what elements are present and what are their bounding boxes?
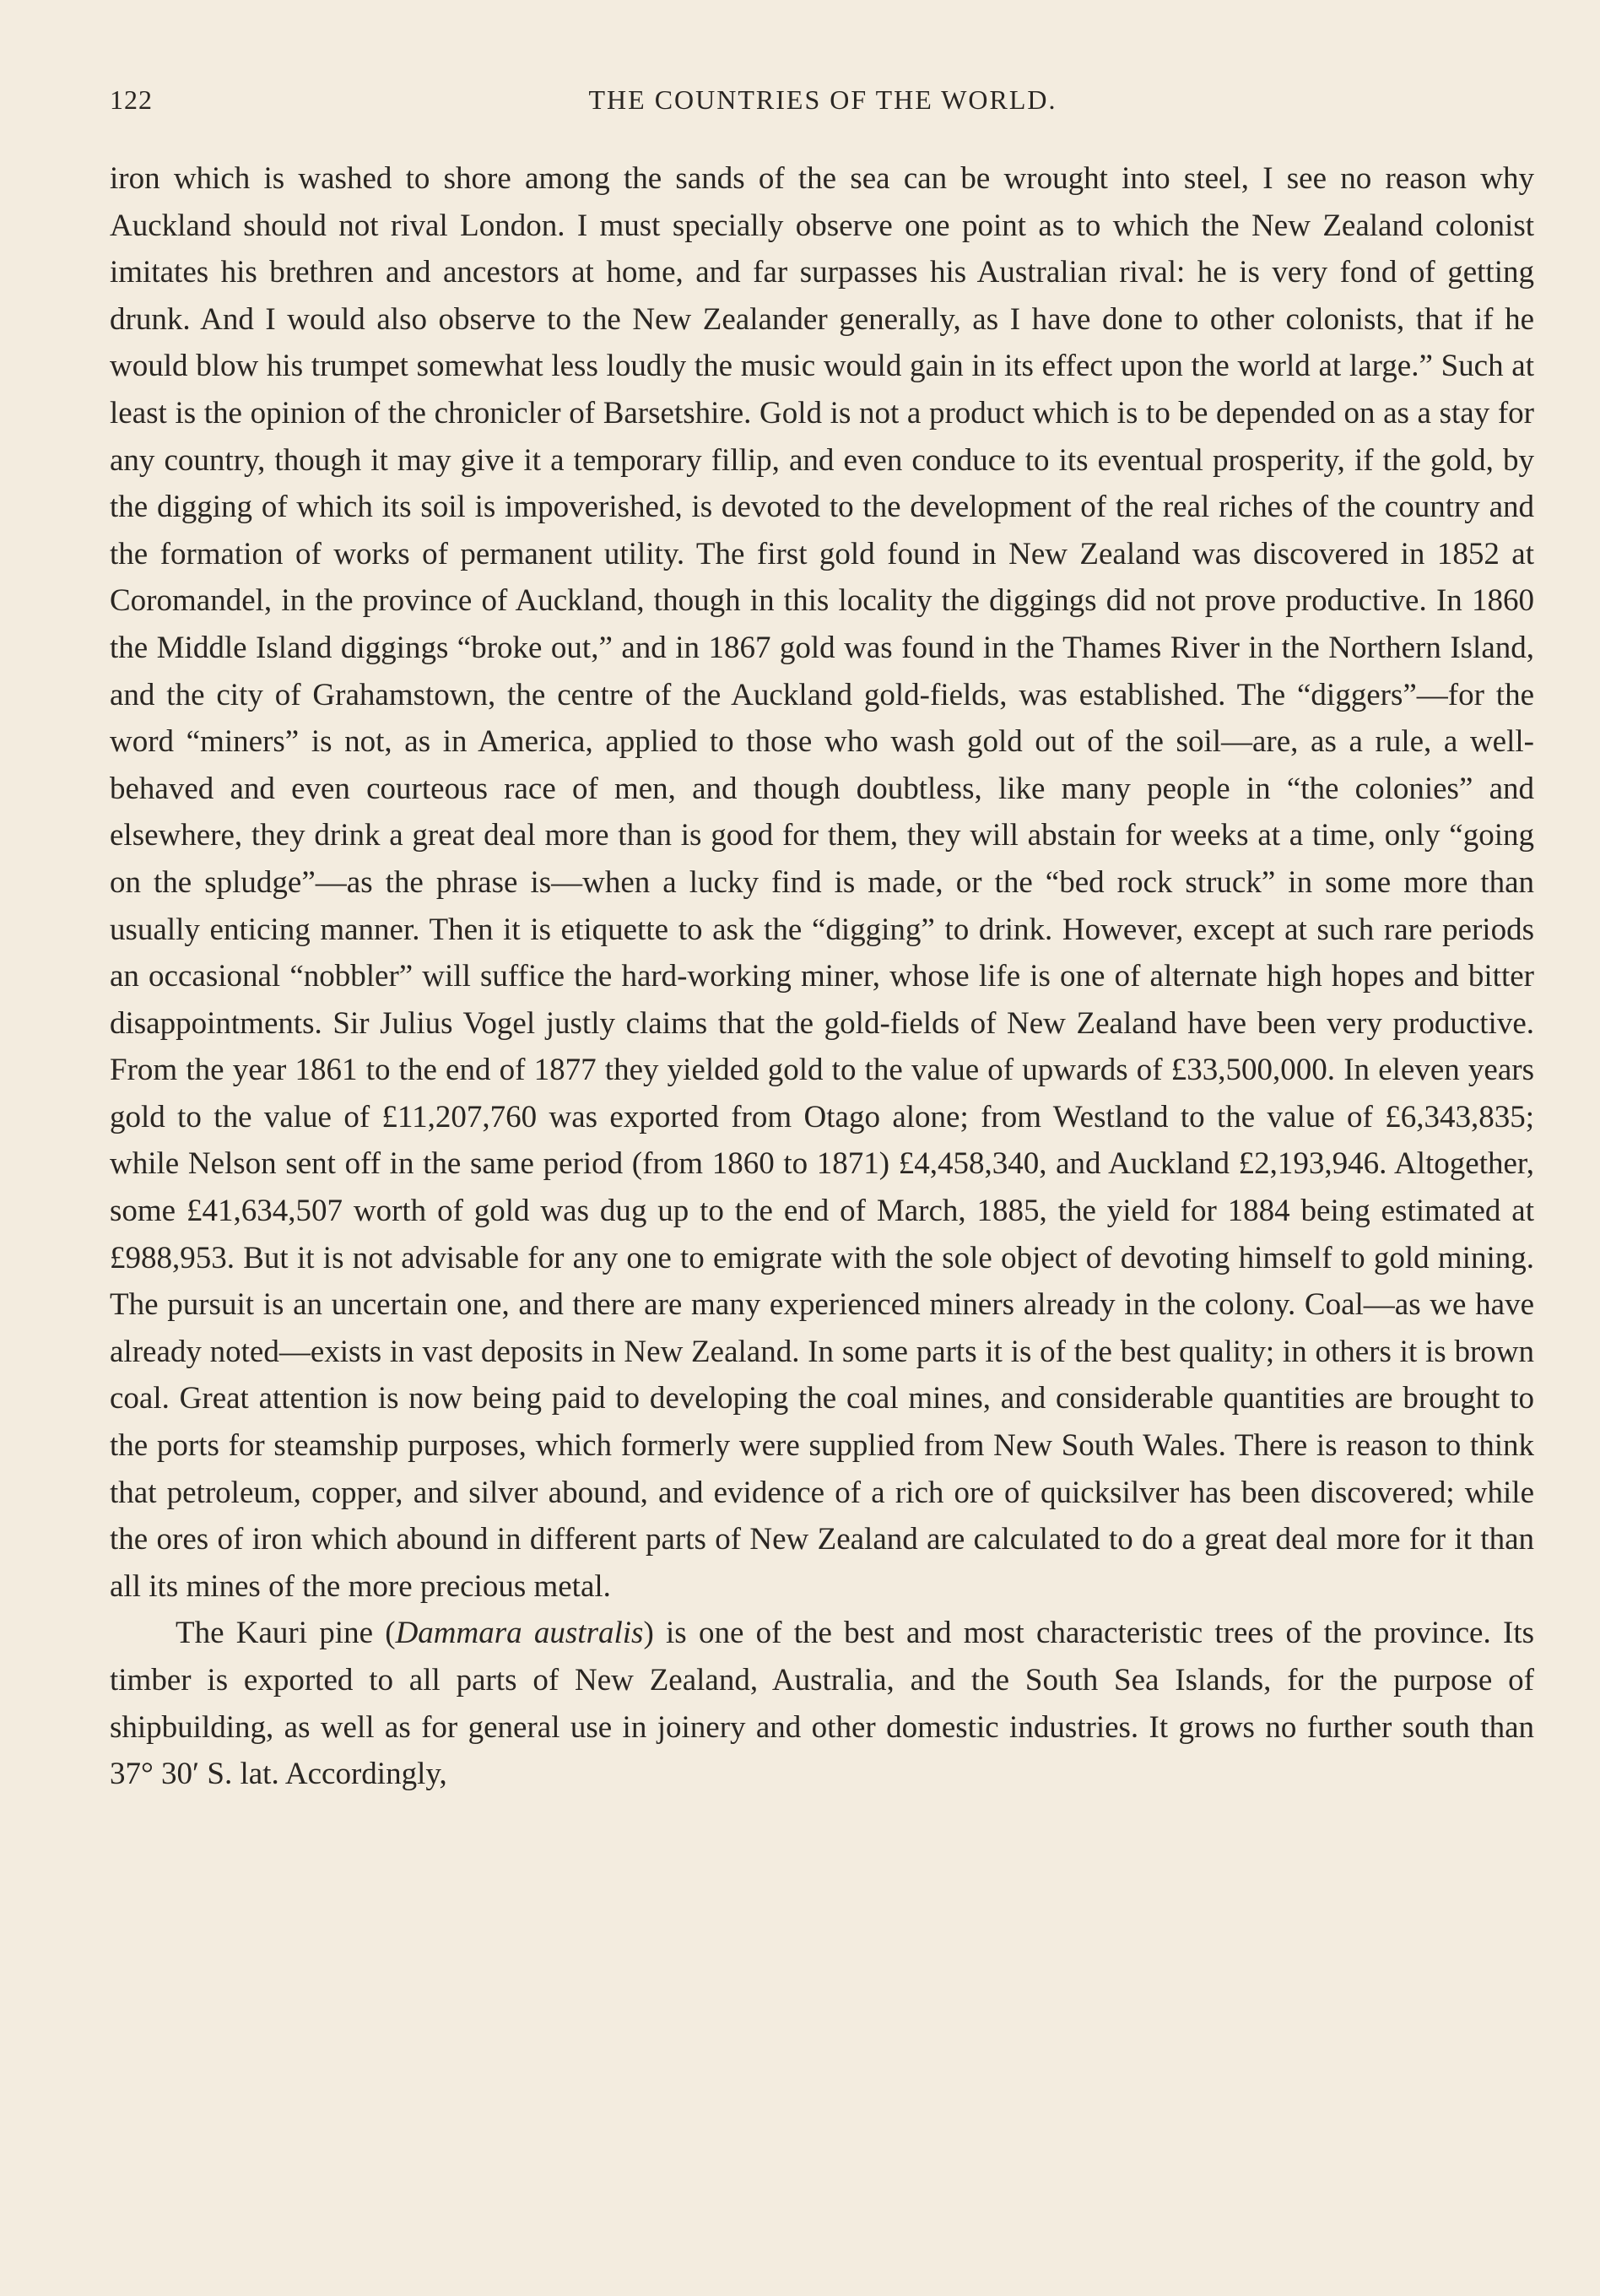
running-title: THE COUNTRIES OF THE WORLD. <box>588 84 1057 115</box>
scientific-name: Dammara australis <box>395 1616 644 1651</box>
paragraph-gold-and-coal: iron which is washed to shore among the sands of the sea can be wrought into steel, I see no reason why Auckland should not rival London. I must specially observe one point as to which the New Zealand colonist imitates his brethren and ancestors at home, and far surpasses his Australian rival: he is very fond of getting drunk. And I would also observe to the New Zealander generally, as I have done to other colonists, that if he would blow his trumpet somewhat less loudly the music would gain in its effect upon the world at large.” Such at least is the opinion of the chronicler of Barsetshire. Gold is not a product which is to be depended on as a stay for any country, though it may give it a temporary fillip, and even conduce to its eventual prosperity, if the gold, by the digging of which its soil is impoverished, is devoted to the development of the real riches of the country and the formation of works of permanent utility. The first gold found in New Zealand was discovered in 1852 at Coromandel, in the province of Auckland, though in this locality the diggings did not prove productive. In 1860 the Middle Island diggings “broke out,” and in 1867 gold was found in the Thames River in the Northern Island, and the city of Grahamstown, the centre of the Auckland gold-fields, was established. The “diggers”—for the word “miners” is not, as in America, applied to those who wash gold out of the soil—are, as a rule, a well-behaved and even courteous race of men, and though doubtless, like many people in “the colonies” and elsewhere, they drink a great deal more than is good for them, they will abstain for weeks at a time, only “going on the spludge”—as the phrase is—when a lucky find is made, or the “bed rock struck” in some more than usually enticing manner. Then it is etiquette to ask the “digging” to drink. However, except at such rare periods an occasional “nobbler” will suffice the hard-working miner, whose life is one of alternate high hopes and bitter disappointments. Sir Julius Vogel justly claims that the gold-fields of New Zealand have been very productive. From the year 1861 to the end of 1877 they yielded gold to the value of upwards of £33,500,000. In eleven years gold to the value of £11,207,760 was exported from Otago alone; from Westland to the value of £6,343,835; while Nelson sent off in the same period (from 1860 to 1871) £4,458,340, and Auckland £2,193,946. Altogether, some £41,634,507 worth of gold was dug up to the end of March, 1885, the yield for 1884 being estimated at £988,953. But it is not advisable for any one to emigrate with the sole object of devoting himself to gold mining. The pursuit is an uncertain one, and there are many experienced miners already in the colony. Coal—as we have already noted—exists in vast deposits in New Zealand. In some parts it is of the best quality; in others it is brown coal. Great attention is now being paid to developing the coal mines, and considerable quantities are brought to the ports for steamship purposes, which formerly were supplied from New South Wales. There is reason to think that petroleum, copper, and silver abound, and evidence of a rich ore of quicksilver has been discovered; while the ores of iron which abound in different parts of New Zealand are calculated to do a great deal more for it than all its mines of the more precious metal. <box>110 161 1534 1604</box>
paragraph-kauri-pine <box>110 1610 1534 1797</box>
kauri-text-start: The Kauri pine ( <box>176 1616 396 1651</box>
kauri-text-rest: ) is one of the best and most characteristic trees of the province. Its timber is exported to all parts of New Zealand, Australia, and the South Sea Islands, for the purpose of shipbuilding, as well as for general use in joinery and other domestic industries. It grows no further south than 37° 30′ S. lat. Accordingly, <box>110 1616 1534 1792</box>
page-number: 122 <box>110 84 153 115</box>
running-head <box>110 84 1536 122</box>
body-text <box>110 155 1534 1798</box>
